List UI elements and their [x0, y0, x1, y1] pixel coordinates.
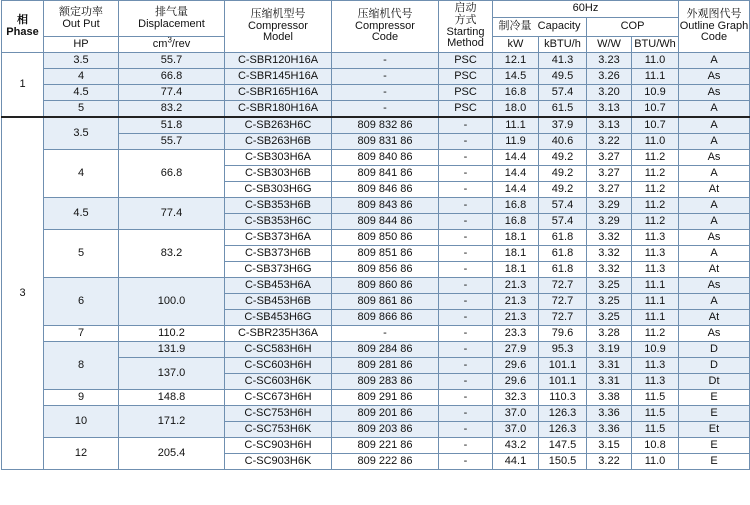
code-cell: 809 840 86 [332, 150, 439, 166]
displacement-cell: 55.7 [119, 53, 225, 69]
kw-cell: 29.6 [493, 358, 539, 374]
code-cell: 809 831 86 [332, 134, 439, 150]
model-cell: C-SB453H6G [225, 310, 332, 326]
kw-cell: 37.0 [493, 406, 539, 422]
btuwh-cell: 10.8 [632, 438, 679, 454]
btuwh-cell: 10.9 [632, 342, 679, 358]
table-row [2, 230, 750, 246]
start-cell: - [439, 342, 493, 358]
start-cell: - [439, 438, 493, 454]
code-cell: - [332, 101, 439, 118]
displacement-cell: 205.4 [119, 438, 225, 470]
outline-cell: A [679, 53, 750, 69]
displacement-cell: 148.8 [119, 390, 225, 406]
btuwh-cell: 11.0 [632, 454, 679, 470]
table-row [2, 117, 750, 134]
header-starting-cn2: 方式 [454, 13, 477, 26]
model-cell: C-SB263H6B [225, 134, 332, 150]
unit-rev: /rev [171, 37, 191, 50]
ww-cell: 3.22 [587, 134, 632, 150]
outline-cell: As [679, 326, 750, 342]
ww-cell: 3.25 [587, 310, 632, 326]
header-unit-hp: HP [44, 37, 119, 53]
displacement-cell: 77.4 [119, 198, 225, 230]
btuwh-cell: 11.3 [632, 358, 679, 374]
kbtu-cell: 72.7 [539, 294, 587, 310]
header-model-cn: 压缩机型号 [250, 8, 306, 21]
code-cell: 809 843 86 [332, 198, 439, 214]
start-cell: PSC [439, 85, 493, 101]
code-cell: 809 832 86 [332, 117, 439, 134]
table-row [2, 85, 750, 101]
btuwh-cell: 11.2 [632, 214, 679, 230]
btuwh-cell: 11.3 [632, 246, 679, 262]
header-output-en: Out Put [62, 17, 100, 30]
ww-cell: 3.31 [587, 358, 632, 374]
start-cell: - [439, 374, 493, 390]
kbtu-cell: 49.2 [539, 150, 587, 166]
header-model-en2: Model [263, 31, 293, 44]
outline-cell: E [679, 406, 750, 422]
unit-cm: cm [152, 37, 168, 50]
code-cell: - [332, 53, 439, 69]
kw-cell: 18.0 [493, 101, 539, 118]
kw-cell: 14.4 [493, 182, 539, 198]
kw-cell: 14.4 [493, 150, 539, 166]
ww-cell: 3.28 [587, 326, 632, 342]
kbtu-cell: 61.8 [539, 246, 587, 262]
kw-cell: 18.1 [493, 230, 539, 246]
outline-cell: As [679, 69, 750, 85]
model-cell: C-SC603H6H [225, 358, 332, 374]
displacement-cell: 100.0 [119, 278, 225, 326]
code-cell: 809 866 86 [332, 310, 439, 326]
kw-cell: 23.3 [493, 326, 539, 342]
table-row [2, 390, 750, 406]
model-cell: C-SC753H6H [225, 406, 332, 422]
displacement-cell: 77.4 [119, 85, 225, 101]
model-cell: C-SC903H6K [225, 454, 332, 470]
btuwh-cell: 11.5 [632, 390, 679, 406]
model-cell: C-SC903H6H [225, 438, 332, 454]
displacement-cell: 55.7 [119, 134, 225, 150]
header-code-cn: 压缩机代号 [357, 8, 413, 21]
start-cell: - [439, 422, 493, 438]
table-header [2, 1, 750, 53]
kw-cell: 21.3 [493, 310, 539, 326]
model-cell: C-SBR180H16A [225, 101, 332, 118]
output-cell: 8 [44, 342, 119, 390]
code-cell: 809 861 86 [332, 294, 439, 310]
start-cell: - [439, 182, 493, 198]
compressor-spec-table [1, 0, 750, 470]
ww-cell: 3.13 [587, 117, 632, 134]
model-cell: C-SC583H6H [225, 342, 332, 358]
output-cell: 5 [44, 101, 119, 118]
kw-cell: 14.4 [493, 166, 539, 182]
outline-cell: As [679, 150, 750, 166]
output-cell: 10 [44, 406, 119, 438]
btuwh-cell: 10.7 [632, 101, 679, 118]
kbtu-cell: 101.1 [539, 374, 587, 390]
model-cell: C-SB453H6B [225, 294, 332, 310]
kw-cell: 16.8 [493, 85, 539, 101]
kw-cell: 14.5 [493, 69, 539, 85]
model-cell: C-SB373H6G [225, 262, 332, 278]
ww-cell: 3.19 [587, 342, 632, 358]
header-starting-en2: Method [447, 37, 484, 50]
btuwh-cell: 10.9 [632, 85, 679, 101]
start-cell: - [439, 326, 493, 342]
outline-cell: A [679, 198, 750, 214]
btuwh-cell: 11.5 [632, 422, 679, 438]
model-cell: C-SBR145H16A [225, 69, 332, 85]
code-cell: 809 203 86 [332, 422, 439, 438]
kbtu-cell: 57.4 [539, 85, 587, 101]
code-cell: 809 221 86 [332, 438, 439, 454]
table-row [2, 101, 750, 118]
header-phase-en: Phase [6, 25, 39, 38]
output-cell: 3.5 [44, 53, 119, 69]
start-cell: - [439, 310, 493, 326]
kbtu-cell: 61.5 [539, 101, 587, 118]
kw-cell: 21.3 [493, 278, 539, 294]
ww-cell: 3.32 [587, 246, 632, 262]
model-cell: C-SB263H6C [225, 117, 332, 134]
ww-cell: 3.27 [587, 150, 632, 166]
outline-cell: E [679, 454, 750, 470]
code-cell: 809 851 86 [332, 246, 439, 262]
table-row [2, 278, 750, 294]
table-row [2, 198, 750, 214]
model-cell: C-SBR120H16A [225, 53, 332, 69]
displacement-cell: 137.0 [119, 358, 225, 390]
btuwh-cell: 11.3 [632, 262, 679, 278]
ww-cell: 3.13 [587, 101, 632, 118]
start-cell: - [439, 230, 493, 246]
table-row [2, 406, 750, 422]
outline-cell: E [679, 390, 750, 406]
phase-cell: 1 [2, 53, 44, 118]
start-cell: - [439, 454, 493, 470]
output-cell: 4.5 [44, 85, 119, 101]
header-outline [679, 1, 750, 53]
start-cell: - [439, 390, 493, 406]
btuwh-cell: 11.2 [632, 198, 679, 214]
kw-cell: 37.0 [493, 422, 539, 438]
code-cell: 809 284 86 [332, 342, 439, 358]
output-cell: 12 [44, 438, 119, 470]
model-cell: C-SB303H6B [225, 166, 332, 182]
kw-cell: 18.1 [493, 262, 539, 278]
code-cell: 809 860 86 [332, 278, 439, 294]
model-cell: C-SBR235H36A [225, 326, 332, 342]
kbtu-cell: 41.3 [539, 53, 587, 69]
outline-cell: E [679, 438, 750, 454]
table-row [2, 150, 750, 166]
model-cell: C-SB353H6B [225, 198, 332, 214]
kbtu-cell: 49.2 [539, 182, 587, 198]
outline-cell: D [679, 342, 750, 358]
outline-cell: As [679, 85, 750, 101]
table-body [2, 53, 750, 470]
start-cell: - [439, 134, 493, 150]
start-cell: - [439, 214, 493, 230]
kbtu-cell: 40.6 [539, 134, 587, 150]
displacement-cell: 83.2 [119, 230, 225, 278]
code-cell: - [332, 69, 439, 85]
output-cell: 6 [44, 278, 119, 326]
btuwh-cell: 11.1 [632, 310, 679, 326]
output-cell: 4 [44, 150, 119, 198]
outline-cell: A [679, 246, 750, 262]
ww-cell: 3.15 [587, 438, 632, 454]
ww-cell: 3.25 [587, 278, 632, 294]
outline-cell: At [679, 262, 750, 278]
btuwh-cell: 11.5 [632, 406, 679, 422]
header-unit-kbtu: kBTU/h [539, 37, 587, 53]
kw-cell: 11.1 [493, 117, 539, 134]
table-row [2, 53, 750, 69]
ww-cell: 3.27 [587, 182, 632, 198]
ww-cell: 3.25 [587, 294, 632, 310]
header-capacity [493, 18, 587, 37]
code-cell: 809 850 86 [332, 230, 439, 246]
output-cell: 4.5 [44, 198, 119, 230]
start-cell: - [439, 358, 493, 374]
code-cell: 809 841 86 [332, 166, 439, 182]
header-starting-en1: Starting [446, 25, 485, 38]
btuwh-cell: 11.1 [632, 294, 679, 310]
kbtu-cell: 57.4 [539, 214, 587, 230]
header-unit-kw: kW [493, 37, 539, 53]
outline-cell: Dt [679, 374, 750, 390]
header-output-cn: 额定功率 [59, 5, 103, 18]
code-cell: 809 222 86 [332, 454, 439, 470]
model-cell: C-SB453H6A [225, 278, 332, 294]
ww-cell: 3.36 [587, 422, 632, 438]
kbtu-cell: 49.2 [539, 166, 587, 182]
outline-cell: Et [679, 422, 750, 438]
ww-cell: 3.27 [587, 166, 632, 182]
header-outline-en2: Code [700, 31, 728, 44]
kw-cell: 16.8 [493, 198, 539, 214]
outline-cell: As [679, 278, 750, 294]
code-cell: 809 281 86 [332, 358, 439, 374]
kbtu-cell: 49.5 [539, 69, 587, 85]
btuwh-cell: 11.2 [632, 166, 679, 182]
table-row [2, 342, 750, 358]
ww-cell: 3.32 [587, 230, 632, 246]
header-unit-ww: W/W [587, 37, 632, 53]
displacement-cell: 66.8 [119, 150, 225, 198]
btuwh-cell: 11.2 [632, 326, 679, 342]
outline-cell: At [679, 310, 750, 326]
kw-cell: 27.9 [493, 342, 539, 358]
kbtu-cell: 150.5 [539, 454, 587, 470]
btuwh-cell: 11.2 [632, 182, 679, 198]
ww-cell: 3.26 [587, 69, 632, 85]
code-cell: - [332, 85, 439, 101]
model-cell: C-SC753H6K [225, 422, 332, 438]
kbtu-cell: 61.8 [539, 230, 587, 246]
start-cell: - [439, 150, 493, 166]
model-cell: C-SC603H6K [225, 374, 332, 390]
start-cell: - [439, 294, 493, 310]
output-cell: 4 [44, 69, 119, 85]
start-cell: - [439, 406, 493, 422]
header-unit-btuwh: BTU/Wh [632, 37, 679, 53]
kbtu-cell: 95.3 [539, 342, 587, 358]
model-cell: C-SB373H6A [225, 230, 332, 246]
outline-cell: A [679, 134, 750, 150]
start-cell: - [439, 246, 493, 262]
model-cell: C-SB373H6B [225, 246, 332, 262]
ww-cell: 3.32 [587, 262, 632, 278]
ww-cell: 3.36 [587, 406, 632, 422]
ww-cell: 3.29 [587, 198, 632, 214]
header-outline-en1: Outline Graph [679, 19, 749, 32]
outline-cell: At [679, 182, 750, 198]
displacement-cell: 131.9 [119, 342, 225, 358]
code-cell: 809 844 86 [332, 214, 439, 230]
outline-cell: A [679, 214, 750, 230]
kw-cell: 11.9 [493, 134, 539, 150]
btuwh-cell: 10.7 [632, 117, 679, 134]
model-cell: C-SBR165H16A [225, 85, 332, 101]
outline-cell: A [679, 166, 750, 182]
output-cell: 7 [44, 326, 119, 342]
start-cell: PSC [439, 69, 493, 85]
unit-sup: 3 [167, 36, 172, 45]
outline-cell: A [679, 117, 750, 134]
btuwh-cell: 11.0 [632, 134, 679, 150]
start-cell: - [439, 278, 493, 294]
header-code [332, 1, 439, 53]
start-cell: - [439, 262, 493, 278]
table-row [2, 326, 750, 342]
start-cell: - [439, 117, 493, 134]
kbtu-cell: 72.7 [539, 278, 587, 294]
header-capacity-cn: 制冷量 [498, 20, 532, 33]
header-cop: COP [587, 18, 679, 37]
kbtu-cell: 61.8 [539, 262, 587, 278]
kbtu-cell: 126.3 [539, 406, 587, 422]
displacement-cell: 110.2 [119, 326, 225, 342]
output-cell: 9 [44, 390, 119, 406]
btuwh-cell: 11.3 [632, 230, 679, 246]
btuwh-cell: 11.0 [632, 53, 679, 69]
displacement-cell: 66.8 [119, 69, 225, 85]
start-cell: - [439, 198, 493, 214]
code-cell: 809 283 86 [332, 374, 439, 390]
displacement-cell: 83.2 [119, 101, 225, 118]
kw-cell: 32.3 [493, 390, 539, 406]
kw-cell: 12.1 [493, 53, 539, 69]
header-freq: 60Hz [493, 1, 679, 18]
header-unit-displacement [119, 37, 225, 53]
kbtu-cell: 72.7 [539, 310, 587, 326]
model-cell: C-SB303H6G [225, 182, 332, 198]
ww-cell: 3.20 [587, 85, 632, 101]
start-cell: PSC [439, 53, 493, 69]
header-outline-cn: 外观图代号 [686, 8, 742, 21]
header-displacement-en: Displacement [138, 17, 205, 30]
displacement-cell: 171.2 [119, 406, 225, 438]
code-cell: 809 291 86 [332, 390, 439, 406]
header-model-en1: Compressor [248, 19, 308, 32]
kw-cell: 18.1 [493, 246, 539, 262]
ww-cell: 3.38 [587, 390, 632, 406]
header-model [225, 1, 332, 53]
kbtu-cell: 147.5 [539, 438, 587, 454]
btuwh-cell: 11.1 [632, 69, 679, 85]
outline-cell: A [679, 294, 750, 310]
code-cell: 809 201 86 [332, 406, 439, 422]
table-row [2, 438, 750, 454]
btuwh-cell: 11.2 [632, 150, 679, 166]
header-displacement [119, 1, 225, 37]
header-phase-cn: 相 [17, 13, 28, 26]
header-starting [439, 1, 493, 53]
ww-cell: 3.31 [587, 374, 632, 390]
header-capacity-en: Capacity [537, 20, 581, 33]
btuwh-cell: 11.1 [632, 278, 679, 294]
kbtu-cell: 79.6 [539, 326, 587, 342]
code-cell: 809 846 86 [332, 182, 439, 198]
kbtu-cell: 37.9 [539, 117, 587, 134]
model-cell: C-SB353H6C [225, 214, 332, 230]
kw-cell: 16.8 [493, 214, 539, 230]
displacement-cell: 51.8 [119, 117, 225, 134]
model-cell: C-SC673H6H [225, 390, 332, 406]
kbtu-cell: 57.4 [539, 198, 587, 214]
outline-cell: A [679, 101, 750, 118]
start-cell: - [439, 166, 493, 182]
header-displacement-cn: 排气量 [155, 5, 188, 18]
code-cell: - [332, 326, 439, 342]
outline-cell: As [679, 230, 750, 246]
outline-cell: D [679, 358, 750, 374]
kbtu-cell: 101.1 [539, 358, 587, 374]
btuwh-cell: 11.3 [632, 374, 679, 390]
kbtu-cell: 126.3 [539, 422, 587, 438]
ww-cell: 3.29 [587, 214, 632, 230]
kw-cell: 21.3 [493, 294, 539, 310]
kw-cell: 43.2 [493, 438, 539, 454]
kbtu-cell: 110.3 [539, 390, 587, 406]
phase-cell: 3 [2, 117, 44, 470]
kw-cell: 29.6 [493, 374, 539, 390]
start-cell: PSC [439, 101, 493, 118]
kw-cell: 44.1 [493, 454, 539, 470]
ww-cell: 3.23 [587, 53, 632, 69]
header-output [44, 1, 119, 37]
code-cell: 809 856 86 [332, 262, 439, 278]
header-code-en1: Compressor [355, 19, 415, 32]
header-phase [2, 1, 44, 53]
table-row [2, 69, 750, 85]
model-cell: C-SB303H6A [225, 150, 332, 166]
header-code-en2: Code [371, 31, 399, 44]
output-cell: 5 [44, 230, 119, 278]
output-cell: 3.5 [44, 117, 119, 150]
header-starting-cn1: 启动 [454, 2, 477, 15]
ww-cell: 3.22 [587, 454, 632, 470]
